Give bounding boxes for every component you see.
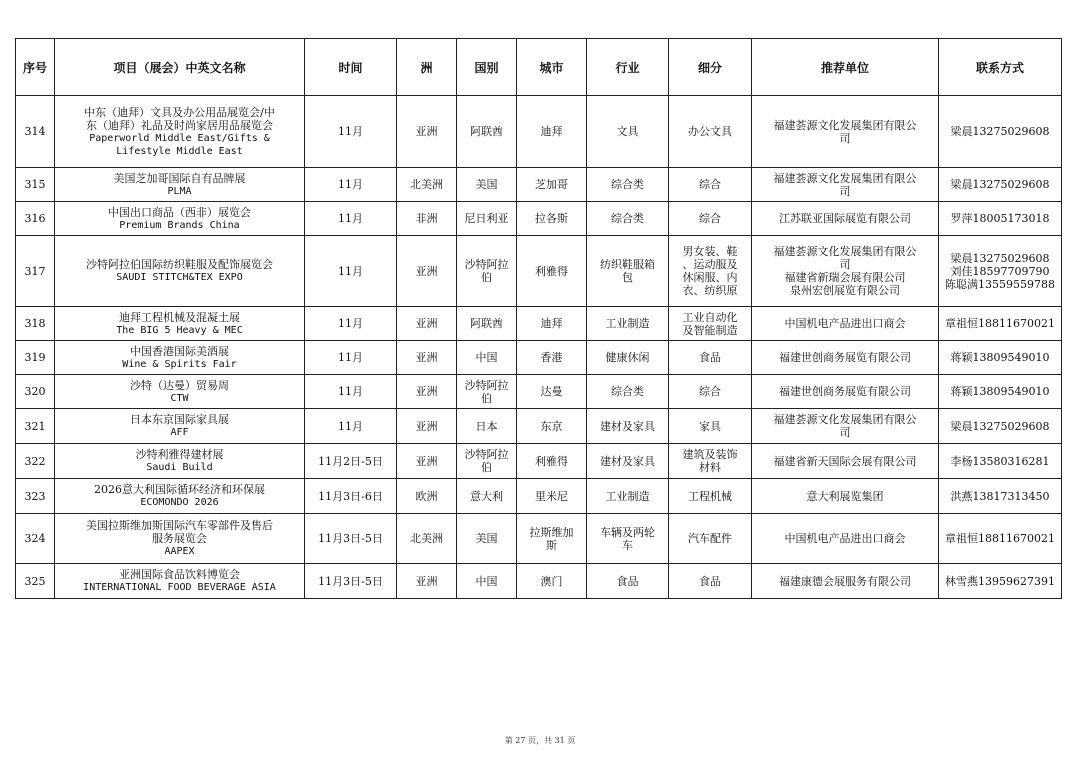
cell-organizer-line: 福建省新天国际会展有限公司 — [773, 454, 917, 468]
table-row — [16, 168, 1062, 202]
cell-industry-line: 工业制造 — [605, 317, 650, 330]
cell-contact-line: 梁晨13275029608 — [950, 251, 1050, 265]
cell-organizer-line: 司 — [839, 184, 851, 198]
cell-name — [55, 168, 305, 202]
cell-organizer-line: 福建荟源文化发展集团有限公 — [773, 413, 917, 426]
cell-no: 322 — [16, 444, 55, 479]
cell-country-line: 伯 — [481, 461, 492, 474]
cell-name-line: Premium Brands China — [119, 219, 240, 231]
header-name: 项目（展会）中英文名称 — [55, 39, 305, 96]
cell-name-line: 沙特（达曼）贸易周 — [130, 378, 229, 392]
cell-continent: 北美洲 — [397, 168, 457, 202]
cell-subcategory-line: 工程机械 — [688, 489, 732, 503]
cell-time: 11月 — [305, 375, 397, 409]
cell-contact-line: 林雪燕13959627391 — [945, 574, 1055, 588]
cell-industry-line: 食品 — [616, 574, 639, 588]
cell-organizer-line: 司 — [839, 131, 851, 145]
cell-city — [517, 96, 587, 168]
table-row — [16, 202, 1062, 236]
header-contact: 联系方式 — [939, 39, 1062, 96]
cell-name — [55, 96, 305, 168]
cell-subcategory — [669, 444, 752, 479]
cell-industry-line: 文具 — [616, 125, 639, 138]
cell-subcategory-line: 综合 — [699, 178, 721, 191]
cell-name-line: AAPEX — [164, 546, 195, 557]
cell-industry-line: 工业制造 — [605, 489, 650, 503]
cell-organizer — [752, 96, 939, 168]
cell-name-line: ECOMONDO 2026 — [140, 497, 219, 508]
cell-organizer-line: 福建康德会展服务有限公司 — [779, 574, 911, 588]
cell-country — [457, 168, 517, 202]
cell-country-line: 中国 — [475, 574, 498, 588]
cell-industry — [587, 375, 669, 409]
cell-city — [517, 307, 587, 341]
cell-industry-line: 包 — [622, 271, 633, 284]
cell-subcategory-line: 食品 — [699, 574, 721, 588]
cell-country-line: 尼日利亚 — [464, 212, 509, 225]
cell-organizer — [752, 375, 939, 409]
cell-city-line: 利雅得 — [535, 264, 568, 278]
cell-continent: 亚洲 — [397, 96, 457, 168]
cell-organizer — [752, 202, 939, 236]
table-row — [16, 444, 1062, 479]
cell-contact-line: 蒋颖13809549010 — [950, 385, 1050, 398]
cell-time: 11月2日-5日 — [305, 444, 397, 479]
cell-city-line: 里米尼 — [535, 489, 568, 503]
cell-city — [517, 341, 587, 375]
table-row — [16, 341, 1062, 375]
cell-organizer — [752, 307, 939, 341]
table-row — [16, 479, 1062, 514]
cell-country-line: 意大利 — [470, 489, 503, 503]
cell-organizer — [752, 444, 939, 479]
cell-country-line: 美国 — [475, 532, 498, 545]
cell-country — [457, 444, 517, 479]
table-row — [16, 236, 1062, 307]
cell-contact-line: 陈聪满13559559788 — [945, 277, 1055, 291]
cell-subcategory-line: 综合 — [699, 212, 721, 225]
cell-organizer — [752, 479, 939, 514]
cell-city-line: 拉斯维加 — [529, 525, 574, 539]
cell-industry-line: 车辆及两轮 — [600, 525, 655, 539]
cell-country-line: 沙特阿拉 — [464, 448, 509, 461]
cell-country-line: 中国 — [475, 351, 498, 364]
cell-city — [517, 202, 587, 236]
cell-industry-line: 建材及家具 — [600, 419, 655, 433]
cell-subcategory-line: 食品 — [699, 351, 721, 364]
cell-industry — [587, 307, 669, 341]
cell-contact — [939, 202, 1062, 236]
cell-country — [457, 514, 517, 564]
cell-organizer-line: 福建世创商务展览有限公司 — [779, 385, 911, 398]
header-country: 国别 — [457, 39, 517, 96]
cell-time: 11月3日-5日 — [305, 514, 397, 564]
cell-no: 324 — [16, 514, 55, 564]
header-organizer: 推荐单位 — [752, 39, 939, 96]
cell-subcategory-line: 家具 — [699, 419, 721, 433]
cell-contact-line: 梁晨13275029608 — [950, 419, 1050, 433]
cell-name-line: 亚洲国际食品饮料博览会 — [119, 568, 240, 581]
cell-time: 11月 — [305, 307, 397, 341]
table-row — [16, 409, 1062, 444]
cell-contact-line: 李杨13580316281 — [950, 454, 1050, 468]
page-footer: 第 27 页，共 31 页 — [504, 736, 576, 745]
cell-industry — [587, 444, 669, 479]
cell-subcategory-line: 及智能制造 — [682, 323, 738, 337]
cell-contact — [939, 444, 1062, 479]
cell-city — [517, 375, 587, 409]
cell-no: 319 — [16, 341, 55, 375]
cell-subcategory-line: 工业自动化 — [682, 310, 738, 324]
cell-organizer — [752, 168, 939, 202]
cell-name — [55, 479, 305, 514]
cell-country-line: 伯 — [481, 391, 492, 405]
cell-subcategory — [669, 202, 752, 236]
cell-contact — [939, 479, 1062, 514]
cell-name-line: The BIG 5 Heavy & MEC — [116, 324, 243, 336]
cell-continent: 非洲 — [397, 202, 457, 236]
cell-no: 315 — [16, 168, 55, 202]
cell-name-line: 美国芝加哥国际自有品牌展 — [113, 171, 246, 185]
cell-contact-line: 章祖恒18811670021 — [945, 317, 1055, 330]
cell-industry — [587, 236, 669, 307]
cell-contact — [939, 96, 1062, 168]
cell-no: 314 — [16, 96, 55, 168]
table-row — [16, 307, 1062, 341]
cell-country-line: 日本 — [475, 419, 498, 433]
cell-country-line: 伯 — [481, 271, 492, 284]
cell-organizer-line: 福建荟源文化发展集团有限公 — [773, 245, 917, 258]
cell-contact-line: 梁晨13275029608 — [950, 125, 1050, 138]
header-continent: 洲 — [397, 39, 457, 96]
cell-no: 317 — [16, 236, 55, 307]
cell-industry-line: 综合类 — [611, 178, 644, 191]
cell-country-line: 阿联酋 — [470, 125, 503, 138]
cell-subcategory — [669, 564, 752, 599]
cell-continent: 亚洲 — [397, 444, 457, 479]
cell-city-line: 斯 — [546, 538, 557, 552]
cell-subcategory-line: 建筑及装饰 — [682, 448, 738, 461]
cell-organizer-line: 福建荟源文化发展集团有限公 — [773, 171, 917, 185]
cell-continent: 亚洲 — [397, 307, 457, 341]
cell-country — [457, 307, 517, 341]
header-city: 城市 — [517, 39, 587, 96]
cell-subcategory-line: 衣、纺织原 — [682, 284, 738, 297]
cell-city-line: 达曼 — [540, 385, 563, 398]
cell-name-line: 沙特阿拉伯国际纺织鞋服及配饰展览会 — [86, 258, 273, 271]
cell-city-line: 利雅得 — [535, 454, 568, 468]
cell-industry — [587, 341, 669, 375]
cell-time: 11月3日-6日 — [305, 479, 397, 514]
cell-continent: 亚洲 — [397, 341, 457, 375]
cell-contact-line: 罗萍18005173018 — [950, 212, 1050, 225]
cell-industry-line: 纺织鞋服箱 — [600, 258, 655, 271]
cell-city — [517, 479, 587, 514]
cell-industry — [587, 168, 669, 202]
cell-time: 11月 — [305, 96, 397, 168]
cell-continent: 北美洲 — [397, 514, 457, 564]
cell-contact-line: 蒋颖13809549010 — [950, 351, 1050, 364]
cell-no: 325 — [16, 564, 55, 599]
cell-continent: 亚洲 — [397, 409, 457, 444]
cell-name — [55, 444, 305, 479]
cell-subcategory-line: 、运动服及 — [682, 258, 738, 271]
cell-no: 316 — [16, 202, 55, 236]
cell-time: 11月3日-5日 — [305, 564, 397, 599]
cell-contact-line: 梁晨13275029608 — [950, 178, 1050, 191]
cell-industry-line: 综合类 — [611, 385, 644, 398]
cell-organizer-line: 意大利展览集团 — [806, 489, 884, 503]
cell-country — [457, 202, 517, 236]
cell-subcategory-line: 综合 — [699, 385, 721, 398]
cell-industry-line: 车 — [622, 538, 633, 552]
cell-country — [457, 341, 517, 375]
table-row — [16, 514, 1062, 564]
cell-organizer-line: 泉州宏创展览有限公司 — [790, 284, 900, 297]
cell-subcategory — [669, 168, 752, 202]
cell-name-line: 沙特利雅得建材展 — [135, 448, 224, 461]
cell-organizer-line: 福建荟源文化发展集团有限公 — [773, 118, 917, 132]
cell-name-line: 迪拜工程机械及混凝土展 — [119, 310, 240, 324]
cell-time: 11月 — [305, 341, 397, 375]
cell-organizer-line: 司 — [839, 258, 851, 271]
cell-subcategory — [669, 96, 752, 168]
cell-country — [457, 236, 517, 307]
cell-city-line: 迪拜 — [540, 125, 563, 138]
cell-name-line: INTERNATIONAL FOOD BEVERAGE ASIA — [83, 582, 276, 593]
cell-organizer — [752, 514, 939, 564]
cell-city — [517, 514, 587, 564]
cell-industry — [587, 202, 669, 236]
cell-city-line: 澳门 — [540, 574, 563, 588]
cell-name-line: 中国香港国际美酒展 — [130, 344, 229, 358]
cell-organizer-line: 江苏联亚国际展览有限公司 — [779, 212, 911, 225]
cell-name — [55, 236, 305, 307]
cell-name — [55, 514, 305, 564]
header-time: 时间 — [305, 39, 397, 96]
cell-contact-line: 洪燕13817313450 — [950, 489, 1050, 503]
header-row — [16, 39, 1062, 96]
cell-name — [55, 409, 305, 444]
cell-no: 320 — [16, 375, 55, 409]
cell-contact — [939, 564, 1062, 599]
cell-industry-line: 健康休闲 — [605, 351, 650, 364]
cell-contact-line: 刘佳18597709790 — [950, 264, 1050, 278]
cell-name-line: Lifestyle Middle East — [116, 145, 243, 157]
cell-continent: 亚洲 — [397, 375, 457, 409]
cell-organizer-line: 中国机电产品进出口商会 — [784, 532, 906, 545]
cell-name-line: PLMA — [167, 185, 192, 197]
cell-country-line: 美国 — [475, 178, 498, 191]
cell-subcategory — [669, 479, 752, 514]
cell-name — [55, 564, 305, 599]
cell-city-line: 拉各斯 — [535, 212, 568, 225]
cell-contact — [939, 168, 1062, 202]
cell-contact-line: 章祖恒18811670021 — [945, 532, 1055, 545]
cell-time: 11月 — [305, 202, 397, 236]
table-row — [16, 564, 1062, 599]
cell-country — [457, 409, 517, 444]
cell-organizer-line: 中国机电产品进出口商会 — [784, 317, 906, 330]
cell-subcategory — [669, 307, 752, 341]
cell-contact — [939, 307, 1062, 341]
cell-contact — [939, 409, 1062, 444]
cell-organizer-line: 福建世创商务展览有限公司 — [779, 351, 911, 364]
cell-country — [457, 479, 517, 514]
cell-name-line: 服务展览会 — [152, 532, 207, 545]
cell-industry — [587, 564, 669, 599]
cell-subcategory — [669, 409, 752, 444]
cell-city — [517, 444, 587, 479]
cell-name-line: AFF — [170, 427, 189, 438]
cell-name-line: Paperworld Middle East/Gifts & — [89, 132, 270, 144]
cell-name-line: Wine & Spirits Fair — [122, 358, 237, 370]
cell-continent: 欧洲 — [397, 479, 457, 514]
cell-name — [55, 307, 305, 341]
cell-continent: 亚洲 — [397, 236, 457, 307]
header-subcategory: 细分 — [669, 39, 752, 96]
cell-industry-line: 综合类 — [611, 212, 644, 225]
cell-name-line: 美国拉斯维加斯国际汽车零部件及售后 — [86, 519, 273, 532]
cell-time: 11月 — [305, 236, 397, 307]
cell-subcategory — [669, 341, 752, 375]
cell-country — [457, 564, 517, 599]
cell-country-line: 阿联酋 — [470, 317, 503, 330]
cell-time: 11月 — [305, 168, 397, 202]
cell-industry — [587, 479, 669, 514]
cell-city — [517, 564, 587, 599]
cell-time: 11月 — [305, 409, 397, 444]
header-industry: 行业 — [587, 39, 669, 96]
cell-industry — [587, 409, 669, 444]
cell-name-line: SAUDI STITCH&TEX EXPO — [116, 272, 243, 283]
cell-city-line: 芝加哥 — [535, 178, 568, 191]
cell-name — [55, 341, 305, 375]
cell-name-line: 中东（迪拜）文具及办公用品展览会/中 — [84, 105, 275, 119]
cell-name-line: CTW — [170, 392, 189, 404]
exhibition-table — [15, 38, 1062, 599]
cell-name-line: 2026意大利国际循环经济和环保展 — [94, 483, 265, 496]
cell-city-line: 东京 — [540, 419, 563, 433]
cell-subcategory-line: 休闲服、内 — [682, 271, 738, 284]
cell-industry-line: 建材及家具 — [600, 454, 655, 468]
cell-subcategory — [669, 514, 752, 564]
cell-organizer-line: 福建省新瑞会展有限公司 — [784, 271, 906, 284]
cell-subcategory — [669, 236, 752, 307]
cell-contact — [939, 236, 1062, 307]
table-row — [16, 96, 1062, 168]
cell-name-line: 中国出口商品（西非）展览会 — [108, 205, 251, 219]
cell-organizer — [752, 409, 939, 444]
cell-subcategory — [669, 375, 752, 409]
cell-city-line: 香港 — [540, 351, 563, 364]
cell-city — [517, 168, 587, 202]
cell-name-line: 日本东京国际家具展 — [130, 413, 229, 426]
cell-contact — [939, 514, 1062, 564]
cell-name — [55, 375, 305, 409]
cell-subcategory-line: 男女装、鞋 — [682, 245, 738, 258]
cell-country-line: 沙特阿拉 — [464, 258, 509, 271]
cell-subcategory-line: 汽车配件 — [688, 532, 732, 545]
cell-country — [457, 96, 517, 168]
cell-no: 323 — [16, 479, 55, 514]
table-row — [16, 375, 1062, 409]
cell-city — [517, 236, 587, 307]
cell-name-line: 东（迪拜）礼品及时尚家居用品展览会 — [86, 118, 273, 132]
cell-organizer — [752, 236, 939, 307]
cell-city-line: 迪拜 — [540, 317, 563, 330]
cell-subcategory-line: 办公文具 — [688, 125, 732, 138]
cell-country-line: 沙特阿拉 — [464, 378, 509, 392]
cell-industry — [587, 96, 669, 168]
cell-organizer — [752, 564, 939, 599]
cell-country — [457, 375, 517, 409]
cell-organizer — [752, 341, 939, 375]
cell-no: 321 — [16, 409, 55, 444]
header-no: 序号 — [16, 39, 55, 96]
cell-city — [517, 409, 587, 444]
cell-organizer-line: 司 — [839, 426, 851, 439]
cell-continent: 亚洲 — [397, 564, 457, 599]
cell-industry — [587, 514, 669, 564]
cell-name-line: Saudi Build — [146, 462, 213, 473]
cell-name — [55, 202, 305, 236]
cell-contact — [939, 375, 1062, 409]
cell-no: 318 — [16, 307, 55, 341]
cell-contact — [939, 341, 1062, 375]
cell-subcategory-line: 材料 — [699, 461, 721, 474]
